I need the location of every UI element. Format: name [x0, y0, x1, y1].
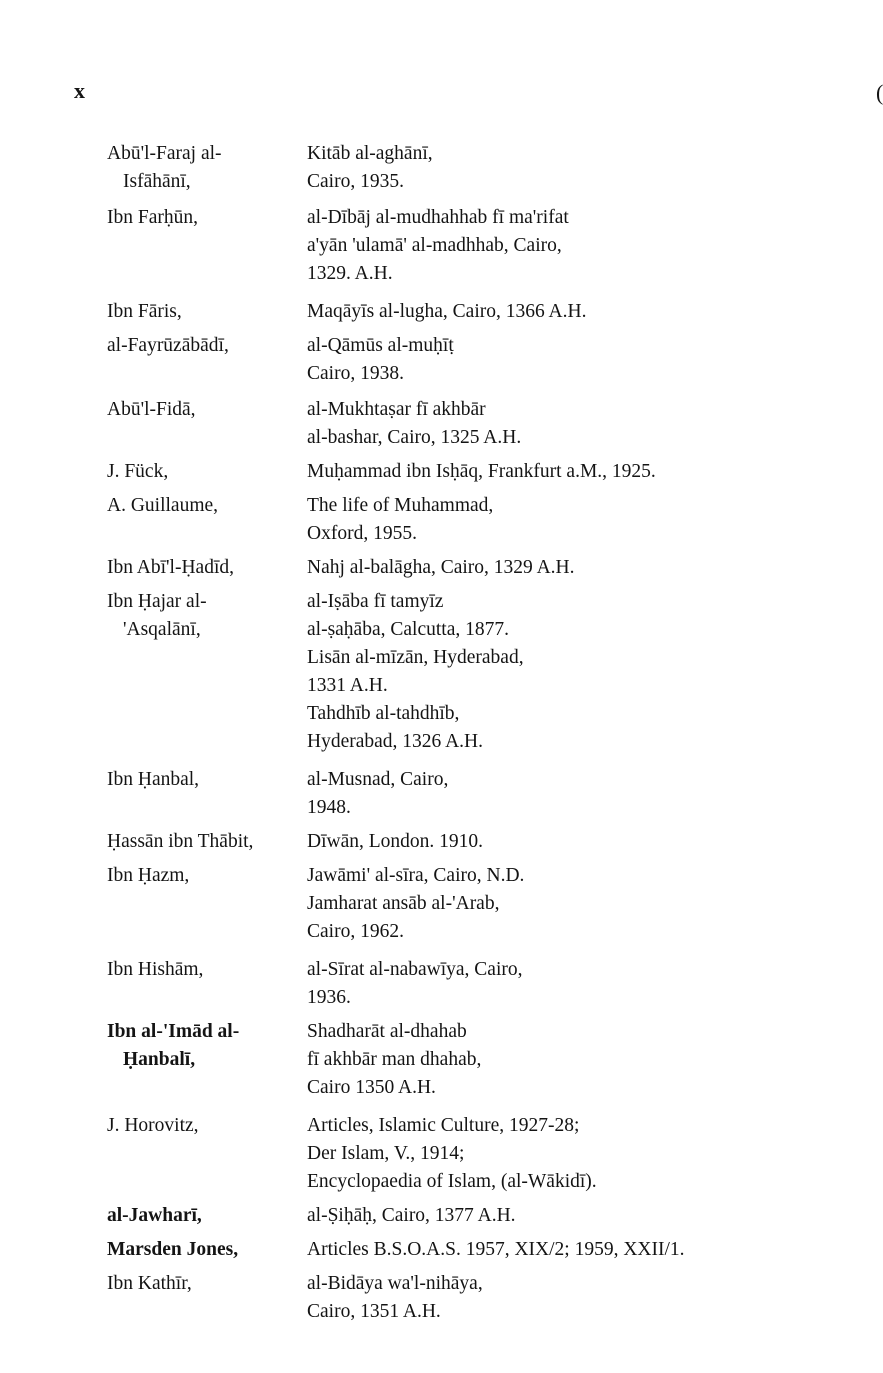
- author-name-line: Isfāhānī,: [123, 171, 191, 192]
- bibliography-entry: [107, 828, 857, 856]
- work-citation-line: Hyderabad, 1326 A.H.: [307, 731, 484, 752]
- work-citation-line: Muḥammad ibn Isḥāq, Frankfurt a.M., 1925.: [307, 461, 656, 482]
- bibliography-entry: [107, 862, 857, 946]
- entry-author: [107, 492, 307, 520]
- work-citation-line: Shadharāt al-dhahab: [307, 1021, 467, 1042]
- author-name-line: Ibn Ḥazm,: [107, 865, 190, 886]
- entry-works: [307, 1236, 857, 1264]
- entry-author: [107, 828, 307, 856]
- entry-author: [107, 458, 307, 486]
- author-name-line: Ibn Kathīr,: [107, 1273, 192, 1294]
- work-citation-line: Cairo 1350 A.H.: [307, 1077, 436, 1098]
- entry-author: [107, 298, 307, 326]
- entry-author: [107, 766, 307, 794]
- entry-author: [107, 1270, 307, 1298]
- bibliography-entry: [107, 298, 857, 326]
- entry-works: [307, 396, 857, 452]
- entry-author: [107, 1018, 307, 1074]
- work-citation-line: Cairo, 1935.: [307, 171, 404, 192]
- author-name-line: Ḥanbalī,: [123, 1049, 196, 1070]
- work-citation-line: al-Dībāj al-mudhahhab fī ma'rifat: [307, 207, 569, 228]
- entry-works: [307, 298, 857, 326]
- author-name-line: Marsden Jones,: [107, 1239, 239, 1260]
- work-citation-line: al-Mukhtaṣar fī akhbār: [307, 399, 486, 420]
- bibliography-entry: [107, 1236, 857, 1264]
- entry-author: [107, 1112, 307, 1140]
- entry-works: [307, 1112, 857, 1196]
- work-citation-line: 1331 A.H.: [307, 675, 388, 696]
- entry-author: [107, 862, 307, 890]
- work-citation-line: al-Sīrat al-nabawīya, Cairo,: [307, 959, 523, 980]
- entry-author: [107, 956, 307, 984]
- author-name-line: Ibn Ḥanbal,: [107, 769, 200, 790]
- author-name-line: Abū'l-Fidā,: [107, 399, 196, 420]
- bibliography-entry: [107, 956, 857, 1012]
- bibliography-entry: [107, 1018, 857, 1102]
- entry-works: [307, 956, 857, 1012]
- work-citation-line: al-Bidāya wa'l-nihāya,: [307, 1273, 483, 1294]
- work-citation-line: fī akhbār man dhahab,: [307, 1049, 482, 1070]
- author-name-line: al-Fayrūzābādī,: [107, 335, 229, 356]
- work-citation-line: al-Ṣiḥāḥ, Cairo, 1377 A.H.: [307, 1205, 516, 1226]
- entry-author: [107, 1202, 307, 1230]
- work-citation-line: Maqāyīs al-lugha, Cairo, 1366 A.H.: [307, 301, 587, 322]
- work-citation-line: Oxford, 1955.: [307, 523, 417, 544]
- entry-works: [307, 492, 857, 548]
- entry-works: [307, 204, 857, 288]
- work-citation-line: al-ṣaḥāba, Calcutta, 1877.: [307, 619, 509, 640]
- entry-author: [107, 1236, 307, 1264]
- entry-works: [307, 458, 857, 486]
- author-name-line: al-Jawharī,: [107, 1205, 202, 1226]
- entry-works: [307, 332, 857, 388]
- author-name-line: A. Guillaume,: [107, 495, 219, 516]
- author-name-line: Abū'l-Faraj al-: [107, 143, 222, 164]
- work-citation-line: a'yān 'ulamā' al-madhhab, Cairo,: [307, 235, 562, 256]
- entry-author: [107, 140, 307, 196]
- bibliography-entry: [107, 204, 857, 288]
- author-name-line: Ḥassān ibn Thābit,: [107, 831, 254, 852]
- entry-works: [307, 862, 857, 946]
- author-name-line: Ibn al-'Imād al-: [107, 1021, 240, 1042]
- entry-author: [107, 588, 307, 644]
- bibliography-entry: [107, 492, 857, 548]
- page-number: x: [74, 78, 85, 103]
- bibliography-entry: [107, 588, 857, 756]
- bibliography-entry: [107, 1270, 857, 1326]
- entry-works: [307, 140, 857, 196]
- author-name-line: Ibn Farḥūn,: [107, 207, 198, 228]
- bibliography-list: [107, 140, 857, 1332]
- bibliography-entry: [107, 554, 857, 582]
- work-citation-line: Kitāb al-aghānī,: [307, 143, 433, 164]
- bibliography-entry: [107, 766, 857, 822]
- page-edge-mark: (: [876, 80, 883, 105]
- author-name-line: 'Asqalānī,: [123, 619, 201, 640]
- work-citation-line: Nahj al-balāgha, Cairo, 1329 A.H.: [307, 557, 575, 578]
- bibliography-entry: [107, 396, 857, 452]
- work-citation-line: Cairo, 1938.: [307, 363, 404, 384]
- author-name-line: Ibn Ḥajar al-: [107, 591, 207, 612]
- work-citation-line: Dīwān, London. 1910.: [307, 831, 484, 852]
- entry-works: [307, 828, 857, 856]
- work-citation-line: al-bashar, Cairo, 1325 A.H.: [307, 427, 522, 448]
- author-name-line: Ibn Fāris,: [107, 301, 182, 322]
- work-citation-line: Lisān al-mīzān, Hyderabad,: [307, 647, 524, 668]
- work-citation-line: Tahdhīb al-tahdhīb,: [307, 703, 460, 724]
- work-citation-line: Jawāmi' al-sīra, Cairo, N.D.: [307, 865, 525, 886]
- work-citation-line: Cairo, 1962.: [307, 921, 404, 942]
- entry-author: [107, 554, 307, 582]
- entry-works: [307, 1270, 857, 1326]
- author-name-line: J. Fück,: [107, 461, 169, 482]
- entry-author: [107, 204, 307, 232]
- work-citation-line: 1948.: [307, 797, 351, 818]
- bibliography-entry: [107, 458, 857, 486]
- bibliography-entry: [107, 332, 857, 388]
- bibliography-entry: [107, 140, 857, 196]
- author-name-line: J. Horovitz,: [107, 1115, 199, 1136]
- work-citation-line: al-Iṣāba fī tamyīz: [307, 591, 444, 612]
- work-citation-line: Der Islam, V., 1914;: [307, 1143, 465, 1164]
- work-citation-line: Encyclopaedia of Islam, (al-Wākidī).: [307, 1171, 597, 1192]
- bibliography-entry: [107, 1202, 857, 1230]
- work-citation-line: Jamharat ansāb al-'Arab,: [307, 893, 500, 914]
- work-citation-line: 1329. A.H.: [307, 263, 393, 284]
- entry-works: [307, 1018, 857, 1102]
- author-name-line: Ibn Hishām,: [107, 959, 204, 980]
- entry-works: [307, 1202, 857, 1230]
- work-citation-line: The life of Muhammad,: [307, 495, 494, 516]
- work-citation-line: 1936.: [307, 987, 351, 1008]
- work-citation-line: Articles, Islamic Culture, 1927-28;: [307, 1115, 580, 1136]
- author-name-line: Ibn Abī'l-Ḥadīd,: [107, 557, 234, 578]
- entry-author: [107, 332, 307, 360]
- work-citation-line: al-Qāmūs al-muḥīṭ: [307, 335, 454, 356]
- entry-author: [107, 396, 307, 424]
- entry-works: [307, 766, 857, 822]
- work-citation-line: Articles B.S.O.A.S. 1957, XIX/2; 1959, XXII/1.: [307, 1239, 685, 1260]
- work-citation-line: al-Musnad, Cairo,: [307, 769, 449, 790]
- entry-works: [307, 588, 857, 756]
- entry-works: [307, 554, 857, 582]
- bibliography-entry: [107, 1112, 857, 1196]
- work-citation-line: Cairo, 1351 A.H.: [307, 1301, 441, 1322]
